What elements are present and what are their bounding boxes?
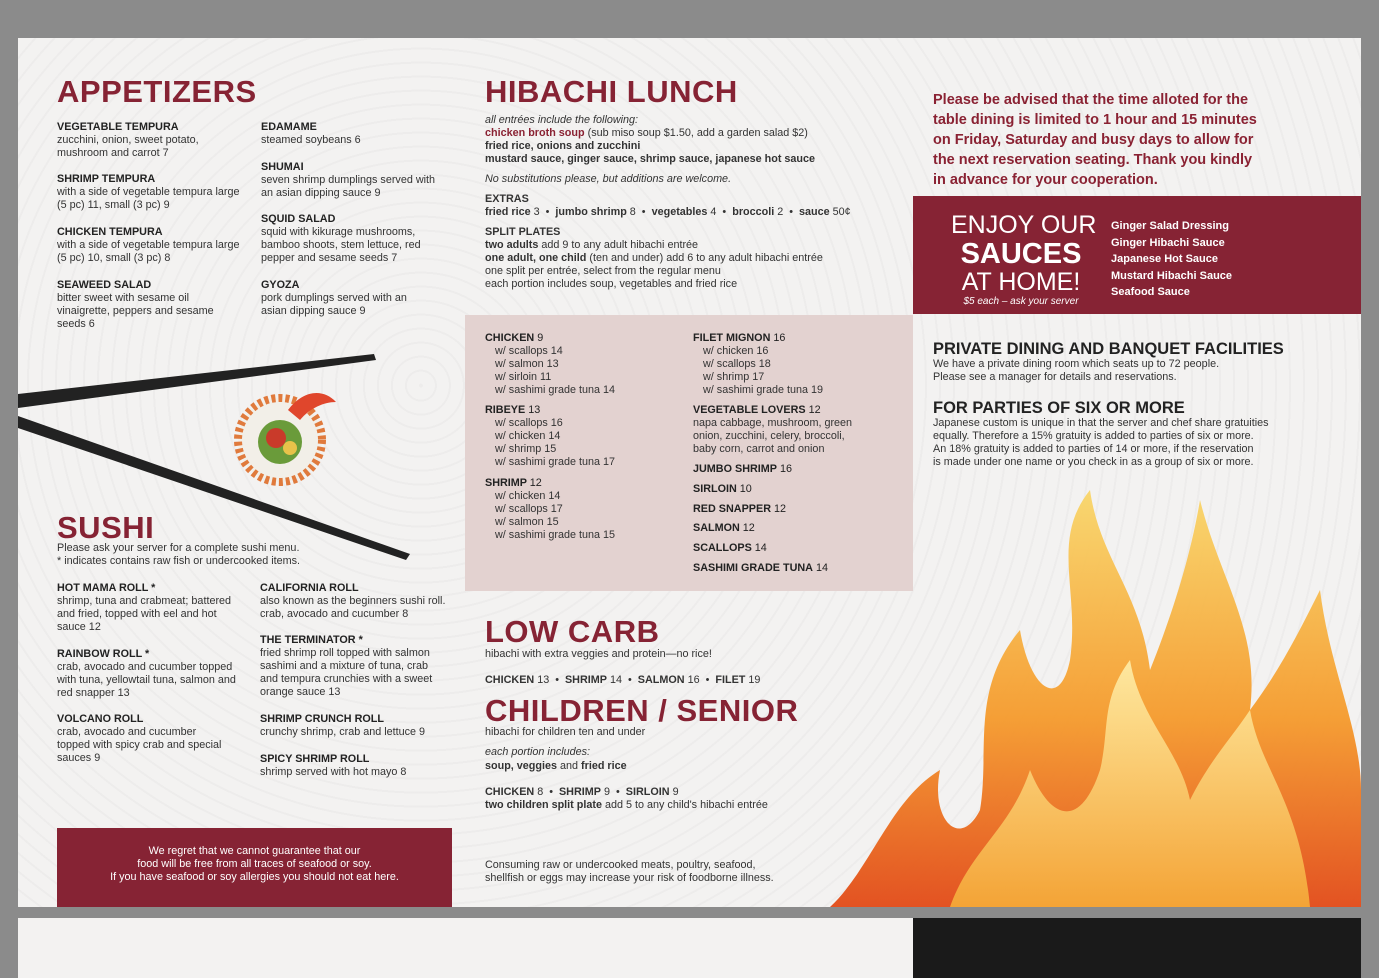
private-dining-text: We have a private dining room which seats up to 72 people. <box>933 358 1220 370</box>
sushi-item: SPICY SHRIMP ROLL shrimp served with hot mayo 8 <box>260 753 407 778</box>
sushi-item: THE TERMINATOR * fried shrimp roll topped with salmon sashimi and a mixture of tuna, crab and tempura crunchies with a sweet orange sauce 13 <box>260 634 433 698</box>
appetizer-item: SHRIMP TEMPURA with a side of vegetable tempura large (5 pc) 11, small (3 pc) 9 <box>57 173 240 211</box>
low-carb-desc: hibachi with extra veggies and protein—no rice! <box>485 648 712 660</box>
hibachi-includes: all entrées include the following: <box>485 114 639 126</box>
next-page-dark-panel <box>913 918 1361 978</box>
split-plate-line: two adults add 9 to any adult hibachi entrée <box>485 239 699 251</box>
extras-heading: EXTRAS <box>485 193 529 205</box>
allergy-line: food will be free from all traces of seafood or soy. <box>137 858 372 870</box>
entree-item: RED SNAPPER 12 <box>693 503 787 515</box>
sushi-heading: SUSHI <box>57 510 155 545</box>
entree-item: VEGETABLE LOVERS 12 napa cabbage, mushroom, green onion, zucchini, celery, broccoli, baby corn, carrot and onion <box>693 404 853 455</box>
appetizer-item: SHUMAI seven shrimp dumplings served with an asian dipping sauce 9 <box>261 161 436 199</box>
entree-item: FILET MIGNON 16 w/ chicken 16 w/ scallops 18 w/ shrimp 17 w/ sashimi grade tuna 19 <box>693 332 824 396</box>
hibachi-no-sub: No substitutions please, but additions are welcome. <box>485 173 732 185</box>
appetizer-item: SEAWEED SALAD bitter sweet with sesame oil vinaigrette, peppers and sesame seeds 6 <box>57 279 214 330</box>
private-dining-heading: PRIVATE DINING AND BANQUET FACILITIES <box>933 340 1284 358</box>
large-parties-text: equally. Therefore a 15% gratuity is added to parties of six or more. <box>933 430 1254 442</box>
appetizer-item: CHICKEN TEMPURA with a side of vegetable tempura large (5 pc) 10, small (3 pc) 8 <box>57 226 240 264</box>
entree-item: SASHIMI GRADE TUNA 14 <box>693 562 828 574</box>
appetizer-item: VEGETABLE TEMPURA zucchini, onion, sweet potato, mushroom and carrot 7 <box>57 121 199 159</box>
sushi-item: CALIFORNIA ROLL also known as the beginners sushi roll. crab, avocado and cucumber 8 <box>260 582 446 620</box>
split-plate-line: one split per entrée, select from the regular menu <box>485 265 721 277</box>
children-items: CHICKEN 8 • SHRIMP 9 • SIRLOIN 9 <box>485 786 679 798</box>
low-carb-items: CHICKEN 13 • SHRIMP 14 • SALMON 16 • FILET 19 <box>485 674 761 686</box>
appetizers-heading: APPETIZERS <box>57 74 257 109</box>
entree-item: SALMON 12 <box>693 522 755 534</box>
split-plate-line: each portion includes soup, vegetables and fried rice <box>485 278 738 290</box>
entree-item: SHRIMP 12 w/ chicken 14 w/ scallops 17 w/ salmon 15 w/ sashimi grade tuna 15 <box>485 477 616 541</box>
hibachi-sauces: mustard sauce, ginger sauce, shrimp sauce, japanese hot sauce <box>485 153 816 165</box>
sushi-item: RAINBOW ROLL * crab, avocado and cucumber topped with tuna, yellowtail tuna, salmon and red snapper 13 <box>57 648 236 699</box>
sauces-slogan: ENJOY OUR SAUCES AT HOME! $5 each – ask your server <box>951 211 1097 307</box>
entree-item: JUMBO SHRIMP 16 <box>693 463 792 475</box>
entree-item: SCALLOPS 14 <box>693 542 767 554</box>
large-parties-text: An 18% gratuity is added to parties of 14 or more, if the reservation <box>933 443 1254 455</box>
allergy-line: If you have seafood or soy allergies you should not eat here. <box>110 871 399 883</box>
children-includes: each portion includes: <box>485 746 591 758</box>
large-parties-text: is made under one name or you check in as a group of six or more. <box>933 456 1254 468</box>
sauces-banner <box>913 196 1361 314</box>
sushi-item: SHRIMP CRUNCH ROLL crunchy shrimp, crab and lettuce 9 <box>260 713 426 738</box>
consumption-warning: shellfish or eggs may increase your risk of foodborne illness. <box>485 872 774 884</box>
sushi-note: Please ask your server for a complete sushi menu. <box>57 542 300 554</box>
extras-list: fried rice 3 • jumbo shrimp 8 • vegetables 4 • broccoli 2 • sauce 50¢ <box>485 206 851 218</box>
allergy-line: We regret that we cannot guarantee that our <box>148 845 361 857</box>
hibachi-rice: fried rice, onions and zucchini <box>485 140 641 152</box>
split-plates-heading: SPLIT PLATES <box>485 226 561 238</box>
entree-item: RIBEYE 13 w/ scallops 16 w/ chicken 14 w/ shrimp 15 w/ sashimi grade tuna 17 <box>485 404 616 468</box>
appetizer-item: EDAMAME steamed soybeans 6 <box>261 121 361 146</box>
appetizer-item: GYOZA pork dumplings served with an asian dipping sauce 9 <box>261 279 407 317</box>
sushi-item: VOLCANO ROLL crab, avocado and cucumber topped with spicy crab and special sauces 9 <box>57 713 222 764</box>
low-carb-heading: LOW CARB <box>485 614 660 649</box>
large-parties-text: Japanese custom is unique in that the server and chef share gratuities <box>933 417 1269 429</box>
consumption-warning: Consuming raw or undercooked meats, poultry, seafood, <box>485 859 756 871</box>
flames-photo <box>830 470 1361 907</box>
children-senior-heading: CHILDREN / SENIOR <box>485 693 799 728</box>
children-desc: hibachi for children ten and under <box>485 726 646 738</box>
entree-item: CHICKEN 9 w/ scallops 14 w/ salmon 13 w/ sirloin 11 w/ sashimi grade tuna 14 <box>485 332 616 396</box>
children-includes-items: soup, veggies and fried rice <box>485 760 627 772</box>
sushi-item: HOT MAMA ROLL * shrimp, tuna and crabmeat; battered and fried, topped with eel and hot sauce 12 <box>57 582 232 633</box>
hibachi-soup: chicken broth soup (sub miso soup $1.50, add a garden salad $2) <box>485 127 808 139</box>
children-split-plate: two children split plate add 5 to any child's hibachi entrée <box>485 799 768 811</box>
sauces-list: Ginger Salad Dressing Ginger Hibachi Sauce Japanese Hot Sauce Mustard Hibachi Sauce Seafood Sauce <box>1111 220 1233 298</box>
entree-item: SIRLOIN 10 <box>693 483 752 495</box>
appetizer-item: SQUID SALAD squid with kikurage mushrooms, bamboo shoots, stem lettuce, red pepper and sesame seeds 7 <box>261 213 421 264</box>
split-plate-line: one adult, one child (ten and under) add 6 to any adult hibachi entrée <box>485 252 823 264</box>
reservation-advisory: Please be advised that the time alloted for the table dining is limited to 1 hour and 15 minutes on Friday, Saturday and busy days to allow for the next reservation seating. Thank you kindly in advance for your cooperation. <box>933 92 1257 188</box>
hibachi-lunch-heading: HIBACHI LUNCH <box>485 74 738 109</box>
private-dining-text: Please see a manager for details and reservations. <box>933 371 1177 383</box>
large-parties-heading: FOR PARTIES OF SIX OR MORE <box>933 399 1185 417</box>
allergy-notice <box>57 828 452 907</box>
sushi-note: * indicates contains raw fish or undercooked items. <box>57 555 301 567</box>
